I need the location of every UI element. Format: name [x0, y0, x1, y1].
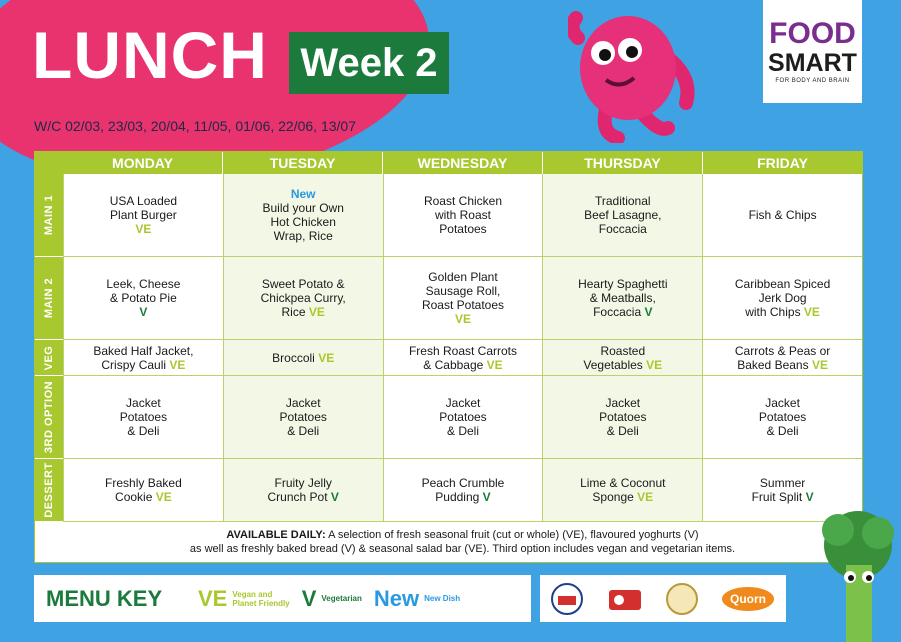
dish-line: Jacket [605, 396, 641, 410]
menu-row [35, 459, 862, 522]
dish-line: & Meatballs, [589, 291, 656, 305]
menu-cell [702, 376, 862, 459]
dish-line: Roasted [600, 343, 646, 358]
dish-line: Vegetables VE [583, 357, 663, 372]
dish-line: Leek, Cheese [106, 277, 181, 291]
dish-line: Chickpea Curry, [260, 291, 346, 305]
day-header-row [63, 152, 862, 174]
dish-line: Potatoes [279, 410, 327, 424]
diet-tag: VE [486, 357, 503, 372]
broccoli-mascot-icon [818, 505, 901, 642]
school-food-logo-icon [605, 584, 645, 614]
menu-cell [542, 459, 702, 522]
dish-line: Peach Crumble [421, 476, 505, 490]
diet-tag: VE [318, 350, 335, 365]
row-label: DESSERT [35, 459, 63, 522]
dish-line: Sponge VE [592, 490, 654, 504]
dish-line: Traditional [594, 194, 651, 208]
menu-key-title: MENU KEY [46, 585, 163, 611]
dish-line: Potatoes [119, 410, 168, 424]
raspberry-mascot-icon [568, 8, 703, 143]
menu-cell [383, 340, 543, 376]
dish-line: Fruit Split V [751, 490, 814, 504]
available-daily-note: AVAILABLE DAILY: A selection of fresh seasonal fruit (cut or whole) (VE), flavoured yoghurts (V) as well as freshly baked bread (V) & seasonal salad bar (VE). Third option includes vegan and vegetarian items. [63, 522, 862, 562]
dish-line: Build your Own [262, 201, 344, 215]
dish-line: & Deli [606, 424, 639, 438]
day-header: MONDAY [112, 155, 173, 171]
day-header: WEDNESDAY [382, 152, 542, 174]
dish-line: Hot Chicken [270, 215, 336, 229]
dish-line: & Deli [287, 424, 320, 438]
menu-cell [383, 174, 543, 257]
week-badge: Week 2 [289, 32, 449, 94]
key-v-symbol: V [301, 585, 317, 611]
dish-line: Beef Lasagne, [584, 208, 662, 222]
dish-line: Pudding V [435, 490, 491, 504]
svg-text:Quorn: Quorn [729, 591, 766, 606]
dish-line: Summer [759, 476, 806, 490]
dish-line: Jacket [445, 396, 481, 410]
dish-line: Fish & Chips [748, 208, 817, 222]
menu-cell [223, 376, 383, 459]
day-header: THURSDAY [542, 152, 702, 174]
dish-line: Foccacia [598, 222, 647, 236]
dish-line: Potatoes [439, 222, 487, 236]
menu-cell [223, 257, 383, 340]
diet-tag: VE [454, 312, 471, 326]
menu-row [35, 257, 862, 340]
diet-tag: V [482, 490, 491, 504]
menu-row [35, 340, 862, 376]
dish-line: & Deli [446, 424, 479, 438]
menu-cell [702, 340, 862, 376]
diet-tag: VE [169, 357, 186, 372]
dish-line: & Deli [127, 424, 160, 438]
menu-cell [223, 174, 383, 257]
dish-line: Sausage Roll, [425, 284, 501, 298]
dish-line: & Deli [766, 424, 799, 438]
dish-line: with Roast [434, 208, 491, 222]
dish-line: Crispy Cauli VE [101, 357, 186, 372]
dish-line: Sweet Potato & [261, 277, 345, 291]
dish-line: Roast Potatoes [421, 298, 505, 312]
diet-tag: VE [646, 357, 663, 372]
dish-line: Crunch Pot V [267, 490, 339, 504]
dish-line: Baked Beans VE [737, 357, 828, 372]
dish-line: Hearty Spaghetti [578, 277, 668, 291]
diet-tag: V [644, 305, 653, 319]
menu-cell [702, 257, 862, 340]
dish-line: Potatoes [599, 410, 647, 424]
dish-line: Foccacia V [593, 305, 653, 319]
menu-cell [223, 340, 383, 376]
dish-line: & Cabbage VE [423, 357, 503, 372]
partner-logos [540, 575, 786, 622]
dish-line: Broccoli VE [272, 350, 335, 365]
dish-line: Caribbean Spiced [734, 277, 831, 291]
dish-line: Jacket [126, 396, 161, 410]
day-header: TUESDAY [222, 152, 382, 174]
row-label: MAIN 2 [35, 257, 63, 340]
day-header: FRIDAY [702, 152, 862, 174]
dish-line: Freshly Baked [105, 476, 182, 490]
key-new-description: New Dish [424, 594, 461, 603]
menu-row [35, 174, 862, 257]
menu-cell [63, 459, 223, 522]
lunch-menu-table [34, 151, 863, 563]
menu-cell [63, 376, 223, 459]
dish-line: Fresh Roast Carrots [408, 343, 517, 358]
quorn-logo-icon [720, 584, 776, 614]
row-label: 3RD OPTION [35, 376, 63, 459]
food-smart-logo: FOOD SMART FOR BODY AND BRAIN [763, 0, 862, 103]
dish-line: Potatoes [758, 410, 807, 424]
dish-line: Potatoes [439, 410, 487, 424]
dish-line: Plant Burger [110, 208, 177, 222]
key-new-symbol: New [373, 585, 420, 611]
key-ve-symbol: VE [198, 585, 228, 611]
diet-tag: VE [155, 490, 172, 504]
dish-line: Golden Plant [428, 270, 498, 284]
diet-tag: VE [135, 222, 152, 236]
row-label: MAIN 1 [35, 174, 63, 257]
dish-line: Wrap, Rice [273, 229, 333, 243]
diet-tag: VE [637, 490, 654, 504]
key-v-description: Vegetarian [321, 594, 362, 603]
diet-tag: V [805, 490, 814, 504]
dish-line: Jacket [285, 396, 321, 410]
menu-cell [383, 257, 543, 340]
dish-line: Carrots & Peas or [734, 343, 831, 358]
dish-line: Fruity Jelly [274, 476, 332, 490]
menu-cell [223, 459, 383, 522]
dish-line: Baked Half Jacket, [93, 343, 194, 358]
menu-cell [63, 174, 223, 257]
new-dish-tag: New [290, 187, 316, 201]
diet-tag: V [330, 490, 339, 504]
dish-line: Roast Chicken [423, 194, 503, 208]
row-label: VEG [35, 340, 63, 376]
red-tractor-logo-icon [550, 582, 584, 616]
menu-cell [383, 376, 543, 459]
week-commencing-dates: W/C 02/03, 23/03, 20/04, 11/05, 01/06, 22/06, 13/07 [34, 118, 356, 134]
dish-line: Jacket [765, 396, 800, 410]
quality-seal-logo-icon [665, 582, 699, 616]
menu-cell [542, 340, 702, 376]
diet-tag: V [139, 305, 148, 319]
dish-line: USA Loaded [109, 194, 178, 208]
menu-cell [63, 257, 223, 340]
dish-line: Jerk Dog [758, 291, 807, 305]
menu-cell [63, 340, 223, 376]
dish-line: Rice VE [281, 305, 325, 319]
menu-cell [542, 257, 702, 340]
menu-key [34, 575, 531, 622]
dish-line: Lime & Coconut [580, 476, 666, 490]
dish-line: Cookie VE [115, 490, 172, 504]
menu-cell [702, 174, 862, 257]
page-title: LUNCH [32, 18, 268, 92]
menu-cell [542, 174, 702, 257]
menu-cell [542, 376, 702, 459]
key-ve-description: Vegan and Planet Friendly [232, 589, 290, 608]
menu-row [35, 376, 862, 459]
diet-tag: VE [308, 305, 325, 319]
dish-line: & Potato Pie [110, 291, 177, 305]
diet-tag: VE [811, 357, 828, 372]
diet-tag: VE [803, 305, 820, 319]
menu-cell [383, 459, 543, 522]
dish-line: with Chips VE [745, 305, 820, 319]
